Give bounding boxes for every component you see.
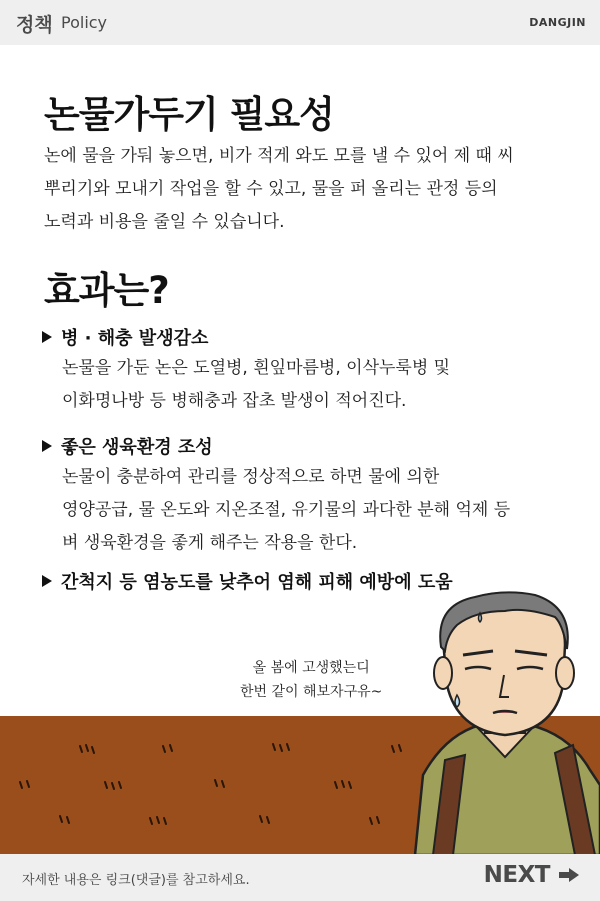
farmer-illustration bbox=[405, 585, 600, 855]
bullet-triangle-icon bbox=[42, 331, 52, 343]
effect-line: 논물을 가둔 논은 도열병, 흰잎마름병, 이삭누룩병 및 bbox=[62, 358, 451, 378]
effect-line: 영양공급, 물 온도와 지온조절, 유기물의 과다한 분해 억제 등 bbox=[62, 500, 511, 520]
paragraph-line: 뿌리기와 모내기 작업을 할 수 있고, 물을 퍼 올리는 관정 등의 bbox=[44, 179, 498, 199]
effect-item-salt bbox=[42, 568, 453, 594]
effect-heading: 간척지 등 염농도를 낮추어 염해 피해 예방에 도움 bbox=[61, 572, 453, 593]
paragraph-line: 노력과 비용을 줄일 수 있습니다. bbox=[44, 212, 285, 232]
effect-heading: 좋은 생육환경 조성 bbox=[61, 437, 213, 458]
footer-note: 자세한 내용은 링크(댓글)를 참고하세요. bbox=[22, 873, 250, 888]
next-label: NEXT bbox=[483, 862, 550, 888]
effect-heading: 병 · 해충 발생감소 bbox=[61, 328, 209, 349]
effect-line: 벼 생육환경을 좋게 해주는 작용을 한다. bbox=[62, 533, 358, 553]
bottom-bar bbox=[0, 854, 600, 901]
necessity-paragraph bbox=[44, 140, 564, 239]
category-subtitle: Policy bbox=[61, 13, 108, 32]
top-bar bbox=[0, 0, 600, 45]
brand-label: DANGJIN bbox=[529, 16, 586, 29]
arrow-right-icon bbox=[558, 867, 580, 883]
section-title-necessity: 논물가두기 필요성 bbox=[44, 93, 334, 136]
effect-line: 논물이 충분하여 관리를 정상적으로 하면 물에 의한 bbox=[62, 467, 440, 487]
speech-line: 올 봄에 고생했는디 bbox=[252, 660, 370, 676]
effect-line: 이화명나방 등 병해충과 잡초 발생이 적어진다. bbox=[62, 391, 407, 411]
bullet-triangle-icon bbox=[42, 575, 52, 587]
effect-item-environment bbox=[42, 433, 510, 560]
speech-line: 한번 같이 해보자구유~ bbox=[240, 684, 383, 700]
speech-text bbox=[240, 656, 382, 704]
effect-item-disease bbox=[42, 324, 450, 418]
paragraph-line: 논에 물을 가둬 놓으면, 비가 적게 와도 모를 낼 수 있어 제 때 씨 bbox=[44, 146, 514, 166]
section-title-effects: 효과는? bbox=[44, 269, 169, 312]
next-button[interactable] bbox=[484, 862, 580, 888]
bullet-triangle-icon bbox=[42, 440, 52, 452]
category-title: 정책 bbox=[16, 14, 53, 36]
